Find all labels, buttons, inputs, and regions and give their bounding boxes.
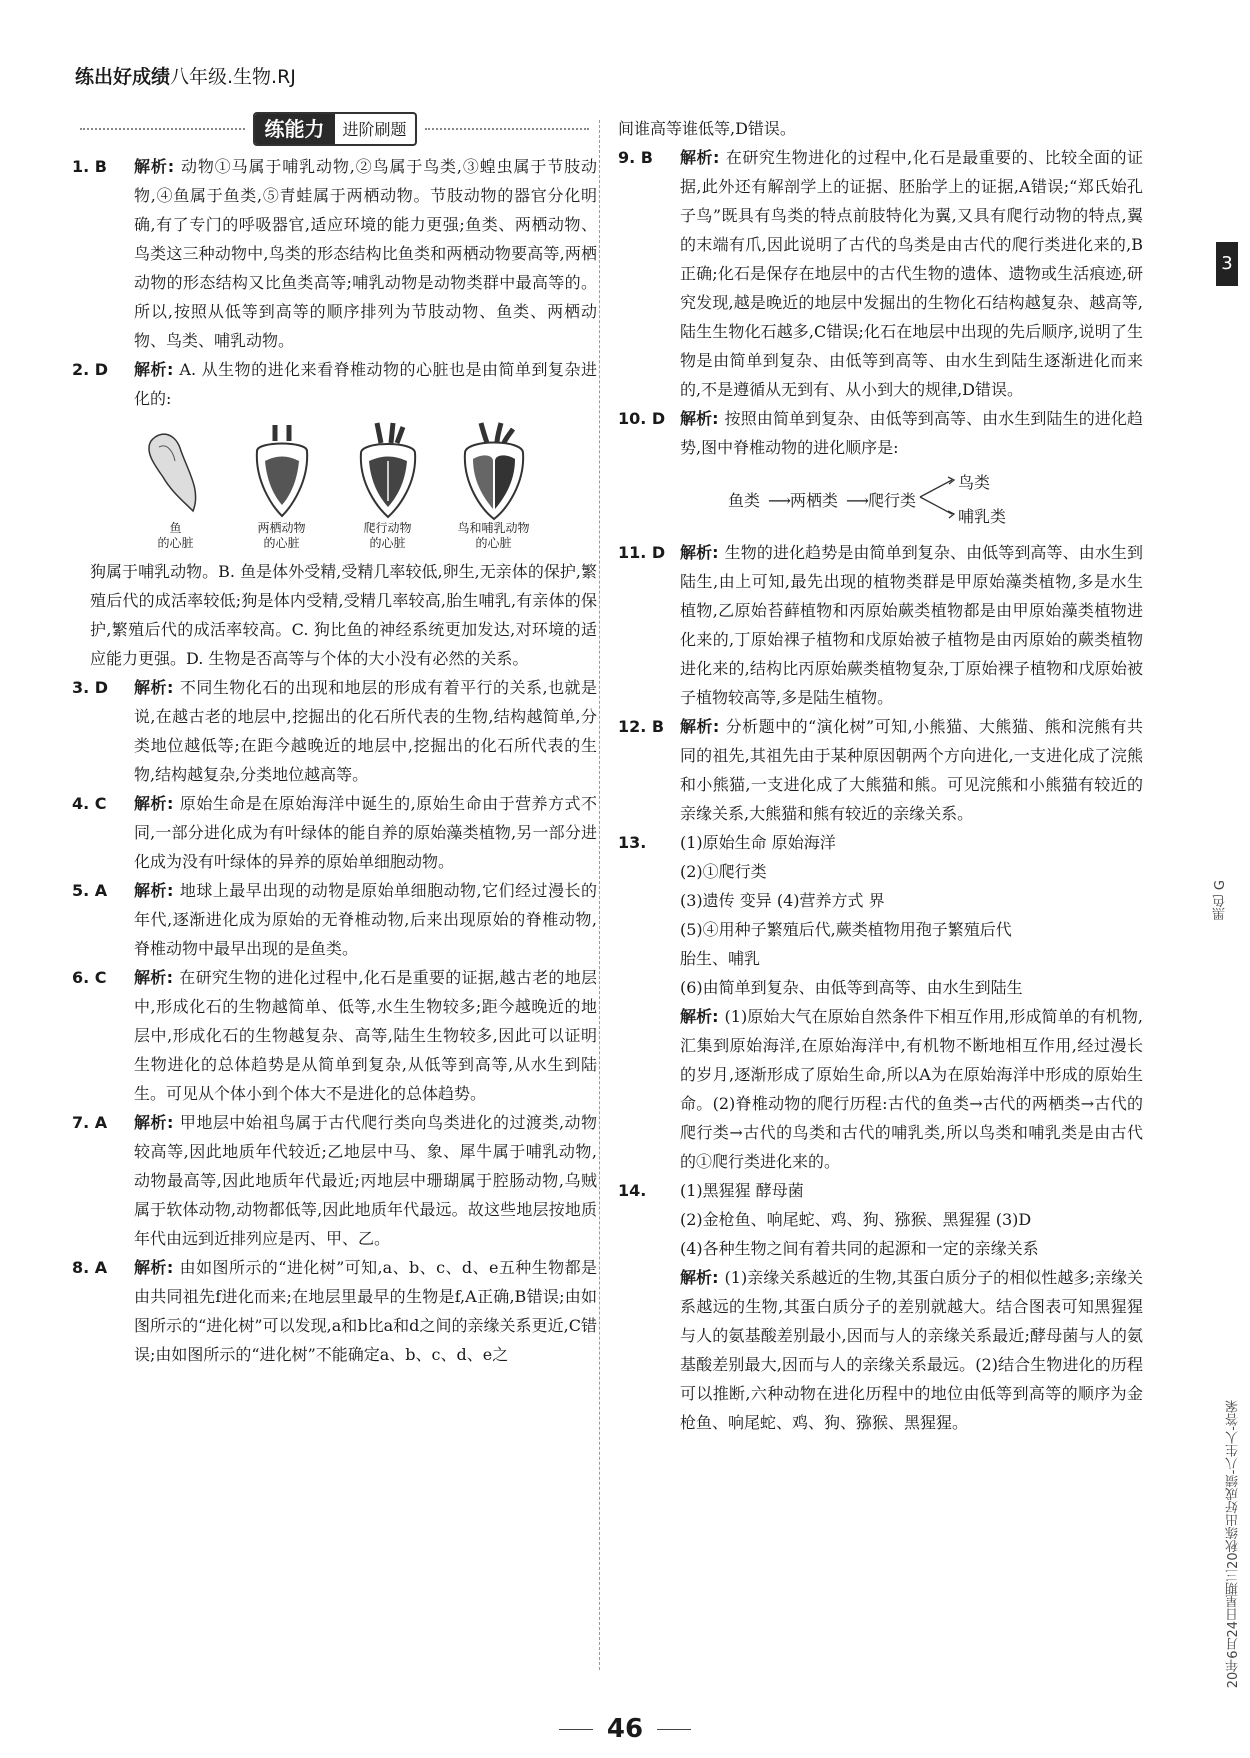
reptile-heart-illustration bbox=[353, 421, 423, 521]
amphibian-heart-illustration bbox=[247, 421, 317, 521]
answer-item: 8. A 解析: 由如图所示的“进化树”可知,a、b、c、d、e五种生物都是由共同祖先f进化而来;在地层里最早的生物是f,A正确,B错误;由如图所示的“进化树”可以发现,a和b比a和d之间的亲缘关系更近,C错误;由如图所示的“进化树”不能确定a、b、c、d、e之 bbox=[72, 1258, 597, 1364]
tree-arrow: ⟶ bbox=[846, 491, 869, 510]
tree-reptile: 爬行类 bbox=[868, 491, 917, 510]
heart-figure bbox=[72, 421, 597, 551]
tree-arrow: ⟶ bbox=[768, 491, 791, 510]
left-column bbox=[72, 112, 597, 1369]
banner-main: 练能力 bbox=[255, 114, 335, 144]
answer-item: 12. B 解析: 分析题中的“演化树”可知,小熊猫、大熊猫、熊和浣熊有共同的祖先,其祖先由于某种原因朝两个方向进化,一支进化成了浣熊和小熊猫,一支进化成了大熊猫和熊。可见浣熊和小熊猫有较近的亲缘关系,大熊猫和熊有较近的亲缘关系。 bbox=[618, 717, 1143, 823]
bird-mammal-heart: 鸟和哺乳动物 的心脏 bbox=[454, 421, 534, 551]
fish-heart-illustration bbox=[141, 421, 211, 521]
answer-item: 1. B 解析: 动物①马属于哺乳动物,②鸟属于鸟类,③蝗虫属于节肢动物,④鱼属于鱼类,⑤青蛙属于两栖动物。节肢动物的器官分化明确,有了专门的呼吸器官,适应环境的能力更强;鱼类、两栖动物、鸟类这三种动物中,鸟类的形态结构比鱼类和两栖动物要高等,两栖动物的形态结构又比鱼类高等;哺乳动物是动物类群中最高等的。所以,按照从低等到高等的顺序排列为节肢动物、鱼类、两栖动物、鸟类、哺乳动物。 bbox=[72, 157, 597, 350]
answer-item: 6. C 解析: 在研究生物的进化过程中,化石是重要的证据,越古老的地层中,形成化石的生物越简单、低等,水生生物较多;距今越晚近的地层中,形成化石的生物越复杂、高等,陆生生物较多,因此可以证明生物进化的总体趋势是从简单到复杂,从低等到高等,从水生到陆生。可见从个体小到个体大不是进化的总体趋势。 bbox=[72, 968, 597, 1103]
answer-item-13: 13. (1)原始生命 原始海洋 (2)①爬行类 (3)遗传 变异 (4)营养方式 界 (5)④用种子繁殖后代,蕨类植物用孢子繁殖后代 胎生、哺乳 (6)由简单到复杂、由低等到高等、由水生到陆生 解析: (1)原始大气在原始自然条件下相互作用,形成简单的有机物,汇集到原始海洋,在原始海洋中,有机物不断地相互作用,经过漫长的岁月,逐渐形成了原始生命,所以A为在原始海洋中形成的原始生命。(2)脊椎动物的爬行历程:古代的鱼类→古代的两栖类→古代的爬行类→古代的鸟类和古代的哺乳类,所以鸟类和哺乳类是由古代的①爬行类进化来的。 bbox=[618, 833, 1143, 1171]
bird-mammal-heart-illustration bbox=[459, 421, 529, 521]
print-color-mark: 黑色 G bbox=[1213, 880, 1228, 921]
print-info-mark: 20年6月24日星期三20秋练出好成绩-八生人-答案 bbox=[1226, 1400, 1241, 1689]
answer-item: 10. D 解析: 按照由简单到复杂、由低等到高等、由水生到陆生的进化趋势,图中脊椎动物的进化顺序是: bbox=[618, 409, 1143, 457]
chapter-tab: 3 bbox=[1216, 242, 1238, 286]
tree-amphibian: 两栖类 bbox=[790, 491, 839, 510]
answer-item: 4. C 解析: 原始生命是在原始海洋中诞生的,原始生命由于营养方式不同,一部分进化成为有叶绿体的能自养的原始藻类植物,另一部分进化成为没有叶绿体的异养的原始单细胞动物。 bbox=[72, 794, 597, 871]
answer-item: 5. A 解析: 地球上最早出现的动物是原始单细胞动物,它们经过漫长的年代,逐渐进化成为原始的无脊椎动物,后来出现原始的脊椎动物,脊椎动物中最早出现的是鱼类。 bbox=[72, 881, 597, 958]
answer-item: 9. B 解析: 在研究生物进化的过程中,化石是最重要的、比较全面的证据,此外还有解剖学上的证据、胚胎学上的证据,A错误;“郑氏始孔子鸟”既具有鸟类的特点前肢特化为翼,又具有爬行动物的特点,翼的末端有爪,因此说明了古代的鸟类是由古代的爬行类进化来的,B正确;化石是保存在地层中的古代生物的遗体、遗物或生活痕迹,研究发现,越是晚近的地层中发掘出的生物化石结构越复杂、越高等,陆生生物化石越多,C错误;化石在地层中出现的先后顺序,说明了生物是由简单到复杂、由低等到高等、由水生到陆生逐渐进化而来的,不是遵循从无到有、从小到大的规律,D错误。 bbox=[618, 148, 1143, 399]
vertebrate-evolution-diagram bbox=[618, 468, 1143, 528]
page-number: 46 bbox=[0, 1714, 1250, 1744]
answer-item: 2. D 解析: A. 从生物的进化来看脊椎动物的心脏也是由简单到复杂进化的: bbox=[72, 360, 597, 408]
tree-bird: 鸟类 bbox=[958, 473, 991, 492]
tree-branch-lines bbox=[918, 472, 958, 522]
amphibian-heart: 两栖动物 的心脏 bbox=[242, 421, 322, 551]
right-column bbox=[618, 114, 1143, 1437]
answer-item-14: 14. (1)黑猩猩 酵母菌 (2)金枪鱼、响尾蛇、鸡、狗、猕猴、黑猩猩 (3)D (4)各种生物之间有着共同的起源和一定的亲缘关系 解析: (1)亲缘关系越近的生物,其蛋白质分子的相似性越多;亲缘关系越远的生物,其蛋白质分子的差别就越大。结合图表可知黑猩猩与人的氨基酸差别最小,因而与人的亲缘关系最近;酵母菌与人的氨基酸差别最大,因而与人的亲缘关系最远。(2)结合生物进化的历程可以推断,六种动物在进化历程中的地位由低等到高等的顺序为金枪鱼、响尾蛇、鸡、狗、猕猴、黑猩猩。 bbox=[618, 1181, 1143, 1432]
reptile-heart: 爬行动物 的心脏 bbox=[348, 421, 428, 551]
answer-continuation: 间谁高等谁低等,D错误。 bbox=[618, 119, 796, 138]
answer-item: 11. D 解析: 生物的进化趋势是由简单到复杂、由低等到高等、由水生到陆生,由上可知,最先出现的植物类群是甲原始藻类植物,多是水生植物,乙原始苔藓植物和丙原始蕨类植物都是由甲原始藻类植物进化来的,丁原始裸子植物和戊原始被子植物是由丙原始的蕨类植物进化来的,结构比丙原始蕨类植物复杂,丁原始裸子植物和戊原始被子植物较高等,多是陆生植物。 bbox=[618, 543, 1143, 707]
header-subtitle: 八年级.生物.RJ bbox=[170, 66, 296, 88]
page-header bbox=[75, 62, 296, 89]
section-banner bbox=[72, 112, 597, 146]
answer-item: 7. A 解析: 甲地层中始祖鸟属于古代爬行类向鸟类进化的过渡类,动物较高等,因此地质年代较近;乙地层中马、象、犀牛属于哺乳动物,动物最高等,因此地质年代最近;丙地层中珊瑚属于腔肠动物,乌贼属于软体动物,动物都低等,因此地质年代最远。故这些地层按地质年代由远到近排列应是丙、甲、乙。 bbox=[72, 1113, 597, 1248]
answer-item: 3. D 解析: 不同生物化石的出现和地层的形成有着平行的关系,也就是说,在越古老的地层中,挖掘出的化石所代表的生物,结构越简单,分类地位越低等;在距今越晚近的地层中,挖掘出的化石所代表的生物,结构越复杂,分类地位越高等。 bbox=[72, 678, 597, 784]
column-divider bbox=[599, 120, 600, 1670]
fish-heart: 鱼 的心脏 bbox=[136, 421, 216, 551]
answer-continuation: 狗属于哺乳动物。B. 鱼是体外受精,受精几率较低,卵生,无亲体的保护,繁殖后代的成活率较低;狗是体内受精,受精几率较高,胎生哺乳,有亲体的保护,繁殖后代的成活率较高。C. 狗比鱼的神经系统更加发达,对环境的适应能力更强。D. 生物是否高等与个体的大小没有必然的关系。 bbox=[90, 562, 597, 668]
tree-fish: 鱼类 bbox=[728, 491, 761, 510]
tree-mammal: 哺乳类 bbox=[958, 507, 1007, 526]
banner-sub: 进阶刷题 bbox=[342, 119, 407, 139]
brand-title: 练出好成绩 bbox=[75, 66, 171, 88]
